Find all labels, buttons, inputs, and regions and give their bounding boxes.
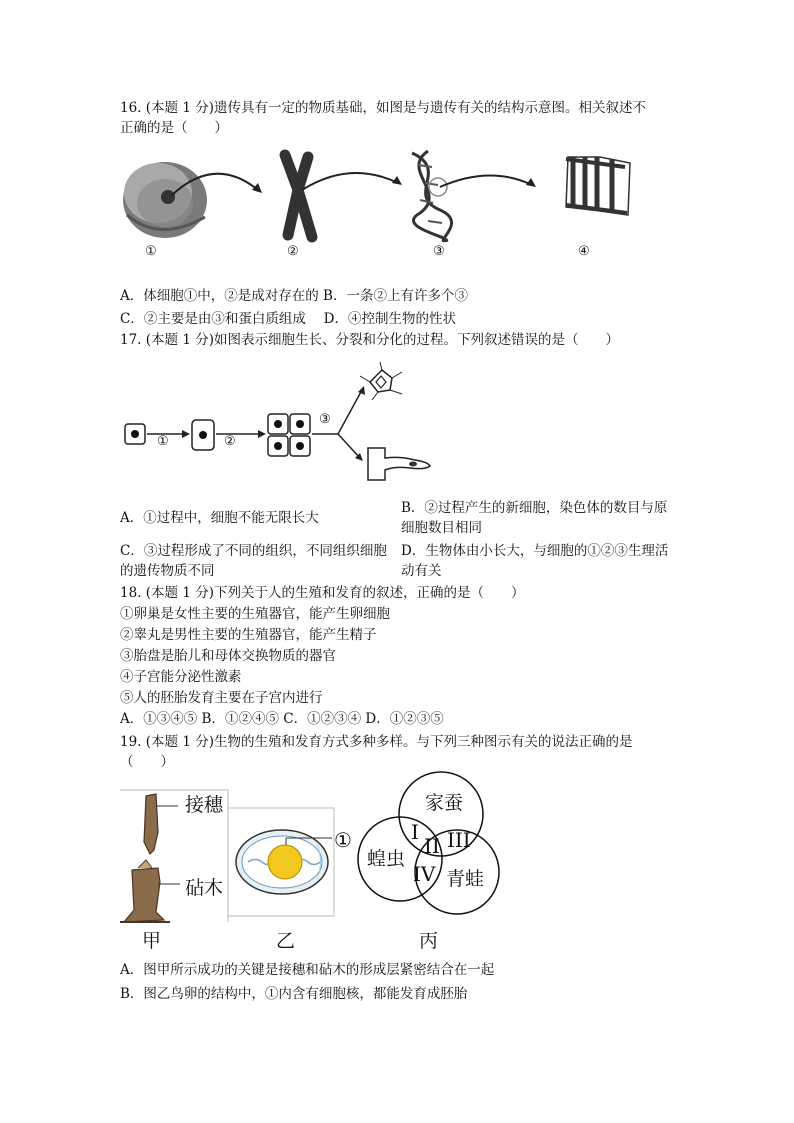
q16-options-line2: C．②主要是由③和蛋白质组成 D．④控制生物的性状	[120, 311, 456, 327]
q18-item-2: ②睾丸是男性主要的生殖器官，能产生精子	[120, 627, 377, 643]
q19-option-a: A．图甲所示成功的关键是接穗和砧木的形成层紧密结合在一起	[120, 962, 495, 978]
caption-bing: 丙	[419, 930, 439, 952]
caption-yi: 乙	[276, 930, 296, 952]
q18-item-5: ⑤人的胚胎发育主要在子宫内进行	[120, 690, 323, 706]
venn-region-1: I	[411, 820, 419, 844]
venn-region-4: IV	[413, 862, 436, 886]
q17-option-d: D．生物体由小长大，与细胞的①②③生理活动有关	[401, 543, 669, 579]
q18-item-1: ①卵巢是女性主要的生殖器官，能产生卵细胞	[120, 606, 390, 622]
q17-label-2: ②	[224, 434, 236, 449]
venn-region-3: III	[447, 828, 471, 852]
differentiated-cell-top	[360, 362, 402, 400]
q17-option-b: B．②过程产生的新细胞，染色体的数目与原细胞数目相同	[401, 500, 668, 536]
q16-label-4: ④	[578, 244, 590, 259]
q16-label-2: ②	[287, 244, 299, 259]
q19-stem-line1: 19. (本题 1 分)生物的生殖和发育方式多种多样。与下列三种图示有关的说法正确的是	[120, 734, 633, 750]
q18-item-3: ③胎盘是胎儿和母体交换物质的器官	[120, 648, 336, 664]
q17-label-1: ①	[157, 434, 169, 449]
q17-option-a: A．①过程中，细胞不能无限长大	[120, 510, 319, 526]
q17-label-3: ③	[319, 412, 331, 427]
q17-option-c: C．③过程形成了不同的组织，不同组织细胞的遗传物质不同	[120, 543, 387, 579]
venn-region-2: II	[424, 834, 440, 858]
q19-option-b: B．图乙鸟卵的结构中，①内含有细胞核，都能发育成胚胎	[120, 986, 468, 1002]
q18-stem: 18. (本题 1 分)下列关于人的生殖和发育的叙述，正确的是（ ）	[120, 585, 525, 601]
caption-jia: 甲	[142, 930, 162, 952]
q16-label-3: ③	[433, 244, 445, 259]
q16-stem-line1: 16. (本题 1 分)遗传具有一定的物质基础，如图是与遗传有关的结构示意图。相关叙述不	[120, 100, 646, 116]
q16-figure	[0, 145, 794, 285]
q16-label-1: ①	[145, 244, 157, 259]
bird-egg-diagram	[228, 808, 334, 916]
q17-figure	[0, 358, 794, 488]
venn-frog-label: 青蛙	[446, 868, 485, 890]
differentiated-cell-bottom	[368, 448, 430, 480]
venn-locust-label: 蝗虫	[367, 848, 406, 870]
stock-label: 砧木	[185, 877, 224, 899]
q18-options: A．①③④⑤ B．①②④⑤ C．①②③④ D．①②③⑤	[120, 711, 444, 727]
q17-stem: 17. (本题 1 分)如图表示细胞生长、分裂和分化的过程。下列叙述错误的是（ ）	[120, 332, 619, 348]
dna-helix-diagram	[412, 151, 452, 241]
gene-segment-diagram	[566, 157, 630, 215]
scion-label: 接穗	[185, 794, 224, 816]
venn-silkworm-label: 家蚕	[425, 792, 464, 814]
cell-diagram	[123, 162, 207, 238]
chromosome-diagram	[285, 155, 312, 237]
q19-stem-line2: （ ）	[120, 754, 174, 770]
egg-marker-label: ①	[334, 828, 352, 852]
q18-item-4: ④子宫能分泌性激素	[120, 669, 242, 685]
q16-stem-line2: 正确的是（ ）	[120, 120, 228, 136]
q16-options-line1: A．体细胞①中，②是成对存在的 B．一条②上有许多个③	[120, 288, 468, 304]
